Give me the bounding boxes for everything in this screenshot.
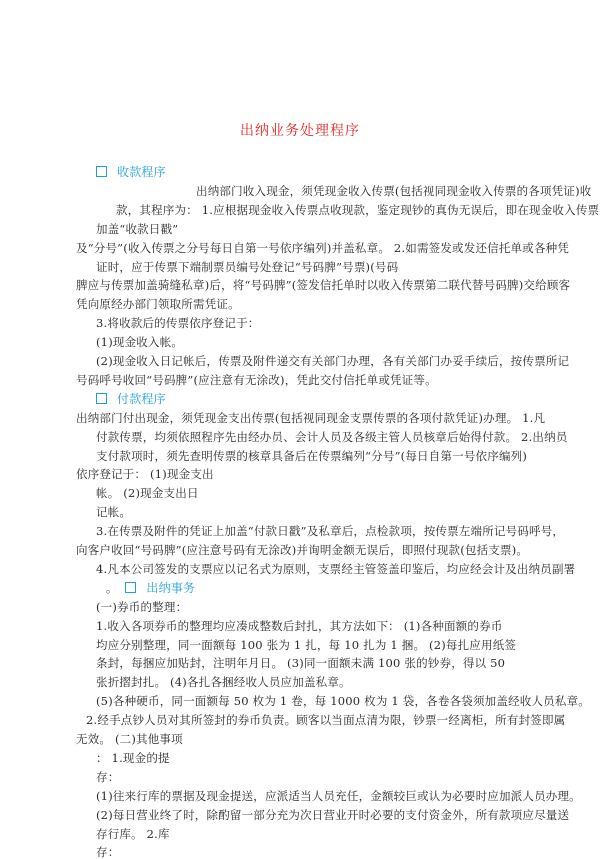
paragraph-line: 记帐。 bbox=[96, 505, 132, 520]
section-heading-payment: 付款程序 bbox=[96, 392, 166, 406]
paragraph-line: 支付款项时，须先查明传票的核章具备后在传票编列“分号”(每日自第一号依序编列) bbox=[96, 448, 528, 463]
paragraph-line: 加盖“收款日戳” bbox=[96, 221, 179, 236]
paragraph-line: 均应分别整理，同一面额每 100 张为 1 扎，每 10 扎为 1 捆。 (2)每扎应用纸签 bbox=[96, 637, 517, 652]
paragraph-line: 无效。 (二)其他事项 bbox=[76, 732, 183, 746]
paragraph-line: (2)每日营业终了时，除酌留一部分充为次日营业开时必要的支付资金外，所有款项应尽量送 bbox=[96, 807, 570, 822]
paragraph-line: 帐。 (2)现金支出日 bbox=[96, 486, 199, 501]
paragraph-line: 存： bbox=[96, 769, 120, 784]
paragraph-line: (5)各种硬币，同一面额每 50 枚为 1 卷，每 1000 枚为 1 袋，各卷各袋须加盖经收人员私章。 bbox=[96, 694, 590, 709]
paragraph-line: 向客户收回“号码脾”(应注意号码有无涂改)并询明金额无误后，即照付现款(包括支票)。 bbox=[76, 543, 529, 557]
paragraph-line: 存： bbox=[96, 845, 120, 859]
paragraph-line: 2.经手点钞人员对其所签封的券币负责。顾客以当面点清为限，钞票一经离柜，所有封签即属 bbox=[86, 713, 566, 728]
paragraph-line: 出纳部门收入现金，须凭现金收入传票(包括视同现金收入传票的各项凭证)收 bbox=[196, 183, 592, 198]
paragraph-line: 出纳部门付出现金，须凭现金支出传票(包括视同现金支票传票的各项付款凭证)办理。 1.凡 bbox=[76, 410, 546, 425]
document-title: 出纳业务处理程序 bbox=[240, 123, 360, 139]
paragraph-line: 凭向原经办部门领取所需凭证。 bbox=[76, 297, 240, 312]
checkbox-square-icon bbox=[96, 393, 107, 404]
paragraph-line: 及“分号”(收入传票之分号每日自第一号依序编列)并盖私章。 2.如需签发或发还信托单或各种凭 bbox=[76, 240, 570, 255]
paragraph-line: 脾应与传票加盖骑缝私章)后，将“号码脾”(签发信托单时以收入传票第二联代替号码脾)交给顾客 bbox=[76, 278, 571, 293]
paragraph-line: (1)往来行库的票据及现金提送，应派适当人员充任，金额较巨或认为必要时应加派人员办理。 bbox=[96, 788, 581, 803]
paragraph-line: 存行库。 2.库 bbox=[96, 826, 170, 841]
checkbox-square-icon bbox=[96, 166, 107, 177]
paragraph-line: 3.在传票及附件的凭证上加盖“付款日戳”及私章后，点检款项，按传票左端所记号码呼号， bbox=[96, 524, 565, 539]
paragraph-line: (1)现金收入帐。 bbox=[96, 335, 184, 350]
checkbox-square-icon bbox=[125, 582, 136, 593]
paragraph-line: 证时，应于传票下端制票员编号处登记“号码脾”号票)(号码 bbox=[96, 259, 399, 274]
paragraph-line: 3.将收款后的传票依序登记于： bbox=[96, 316, 260, 331]
section-heading-receipt: 收款程序 bbox=[96, 165, 166, 179]
paragraph-line: 4.凡本公司签发的支票应以记名式为原则，支票经主管签盖印鉴后，均应经会计及出纳员副署 bbox=[96, 561, 576, 576]
paragraph-line: 张折摺封扎。 (4)各扎各捆经收人员应加盖私章。 bbox=[96, 675, 351, 690]
paragraph-line: 号码呼号收回“号码脾”(应注意有无涂改)，凭此交付信托单或凭证等。 bbox=[76, 372, 437, 387]
section-heading-cashier: 。 出纳事务 bbox=[106, 580, 196, 595]
paragraph-line: (2)现金收入日记帐后，传票及附件递交有关部门办理，各有关部门办妥手续后，按传票所记 bbox=[96, 354, 570, 368]
paragraph-line: ： 1.现金的提 bbox=[96, 750, 170, 765]
paragraph-line: 条封，每捆应加贴封，注明年月日。 (3)同一面额未满 100 张的钞券，得以 50 bbox=[96, 656, 506, 671]
paragraph-line: 1.收入各项券币的整理均应凑成整数后封扎，其方法如下： (1)各种面额的券币 bbox=[96, 618, 503, 633]
paragraph-line: 依序登记于： (1)现金支出 bbox=[76, 467, 214, 482]
paragraph-line: 款，其程序为： 1.应根据现金收入传票点收现款，鉴定现钞的真伪无误后，即在现金收入传票 bbox=[116, 202, 600, 217]
paragraph-line: (一)券币的整理： bbox=[96, 599, 188, 614]
paragraph-line: 付款传票，均须依照程序先由经办员、会计人员及各级主管人员核章后始得付款。 2.出纳员 bbox=[96, 429, 568, 444]
